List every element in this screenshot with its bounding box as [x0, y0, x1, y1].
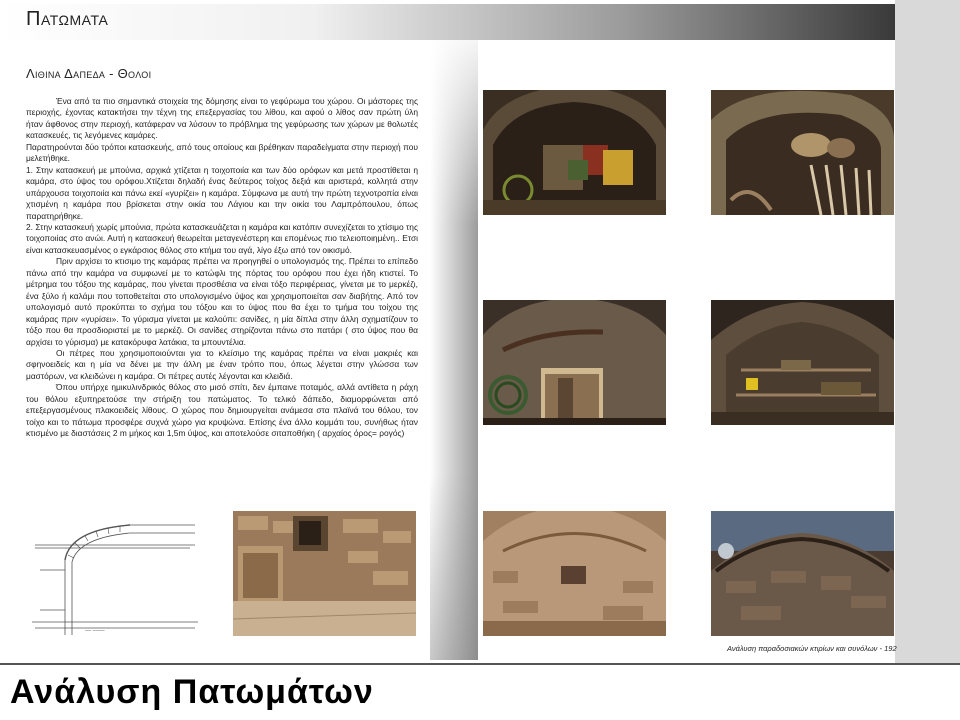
- paragraph: Πριν αρχίσει το κτισιμο της καμάρας πρέπει να προηγηθεί ο υπολογισμός της. Πρέπει το επίπεδο πάνω από την καμάρα να συμφωνεί με το κατώφλι της πόρτας του ορόφου που έχει ήδη κτιστεί. Το μέτρημα του τόξου της καμάρας, που γίνεται προσθέσια να είναι τόξο περιφέρειας, γίνεται με το μερκέζι, ένα ξύλο ή καλάμι που τοποθετείται στο υπολογισμένο ύψος και χρησιμοποιείται σαν διαβήτης. Από τον υπολογισμό αυτό προκύπτει το σχήμα του τόξου και το ύψος που θα έχει το τμήμα του τοίχου της καμάρας πριν «γυρίσει». Το γύρισμα γίνεται με καλούπι: σανίδες, η μία δίπλα στην άλλη σχηματίζουν το τόξο που θα προσδιοριστεί με το μερκέζι. Οι σανίδες στηρίζονται πάνω στο πατάρι ( στο ύψος που θα αρχίσει το γύρισμα) με κατακόρυφα λατάκια, τα μπουντέλια.: [26, 256, 418, 347]
- body-text: [26, 96, 418, 440]
- page-title: Πατωματα: [26, 8, 109, 30]
- paragraph: 1. Στην κατασκευή με μπούνια, αρχικά χτίζεται η τοιχοποιία και των δύο ορόφων και μετά προστίθεται η καμάρα, στο ύψος του ορόφου.Χτίζεται δηλαδή ένας δεύτερος τοίχος δεξιά και αριστερά, κολλητά στην υπάρχουσα τοιχοποιία και πάνω εκεί «γυρίζει» η καμάρα. Σύμφωνα με αυτή την πρώτη τεχνοτροπία είναι χτισμένη η καμάρα που βρίσκεται στην οικία του Λάγιου και την οικία του Λαμπρόπουλου, όπως παρατηρήθηκε.: [26, 164, 418, 221]
- svg-text:— ——: — ——: [85, 628, 105, 634]
- photo-vault-tools: [711, 90, 894, 215]
- photo-stone-wall-window: [233, 511, 416, 636]
- paragraph: Οι πέτρες που χρησιμοποιούνται για το κλείσιμο της καμάρας πρέπει να είναι μακριές και σφηνοειδείς και η μία να δένει με την άλλη με έναν τρόπο που, όπως λέγεται στην γλώσσα των μαστόρων, να κλειδώνει η καμάρα. Οι πέτρες αυτές λέγονται και κλειδιά.: [26, 347, 418, 381]
- photo-vault-shelves: [711, 300, 894, 425]
- section-title: Λιθινα Δαπεδα - Θολοι: [26, 66, 152, 81]
- photo-vault-niche: [483, 511, 666, 636]
- paragraph: Παρατηρούνται δύο τρόποι κατασκευής, από τους οποίους και βρέθηκαν παραδείγματα στην περιοχή που μελετήθηκε.: [26, 141, 418, 164]
- page-caption: Ανάλυση παραδοσιακών κτιρίων και συνόλων - 192: [727, 644, 897, 653]
- photo-vault-doorway: [483, 300, 666, 425]
- divider: [0, 663, 960, 665]
- header-bar: [0, 4, 895, 40]
- photo-vault-storage: [483, 90, 666, 215]
- paragraph: 2. Στην κατασκευή χωρίς μπούνια, πρώτα κατασκευάζεται η καμάρα και κατόπιν συνεχίζεται το χτίσιμο της τοιχοποιίας στο ανώι. Αυτή η κατασκευή θεωρείται μεταγενέστερη και επομένως πιο τελειοποιημένη.. Ετσι είναι κατασκευασμένος ο εγκάρσιος θόλος στο κτήμα του αγά, λίγο έξω από τον οικισμό.: [26, 221, 418, 255]
- paragraph: Ένα από τα πιο σημαντικά στοιχεία της δόμησης είναι το γεφύρωμα του χώρου. Οι μάστορες της περιοχής, έχοντας κατακτήσει την τέχνη της επεξεργασίας του λίθου, και αφού ο λίθος σαν πρώτη ύλη ήταν άφθονος στην περιοχή, κατάφεραν να λύσουν το πρόβλημα της γεφύρωσης των χώρων με θολωτές κατασκευές, τις λεγόμενες καμάρες.: [26, 96, 418, 141]
- arch-sketch: [30, 510, 200, 635]
- paragraph: Όπου υπήρχε ημικυλινδρικός θόλος στο μισό σπίτι, δεν έμπαινε ποταμός, αλλά αντίθετα η ράχη του θόλου εξυπηρετούσε την στήριξη του πατώματος. Το τελικό δάπεδο, διαμορφώνεται από επεξεργασμένους πλακοειδείς λίθους. Ο χώρος που δημιουργείται ανάμεσα στα πλαϊνά του θόλου, τον τοίχο και το πάτωμα προσφέρε συχνά χώρο για κρυψώνα. Επίσης ένα άλλο κομμάτι του, συνήθως ήταν κτισμένο με διαστάσεις 2 m μήκος και 1,5m ύψος, και αποτελούσε σιταποθήκη ( αρχαίος όρος= ρογός): [26, 382, 418, 439]
- right-margin: [895, 0, 960, 665]
- photo-vault-dark: [711, 511, 894, 636]
- slide-title: Ανάλυση Πατωμάτων: [10, 673, 374, 711]
